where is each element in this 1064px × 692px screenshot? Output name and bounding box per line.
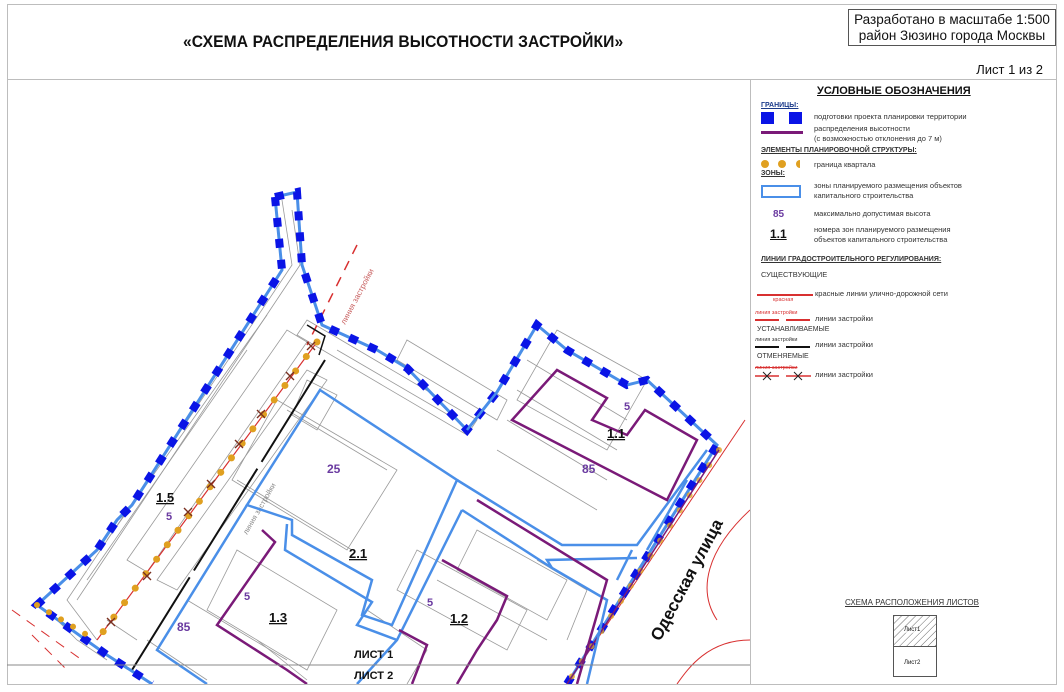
planning-border-square-icon-2 [789, 112, 802, 124]
legend-build-lines: линии застройки [815, 314, 873, 323]
legend-existing: СУЩЕСТВУЮЩИЕ [761, 270, 828, 279]
build-line-icon [755, 319, 779, 321]
sheet-scheme-2-label: Лист2 [904, 660, 921, 666]
legend-red-lines: красные линии улично-дорожной сети [815, 289, 948, 298]
title-block [7, 4, 1057, 80]
legend-lines-heading: ЛИНИИ ГРАДОСТРОИТЕЛЬНОГО РЕГУЛИРОВАНИЯ: [761, 256, 942, 263]
zone-box-icon [761, 185, 801, 198]
legend-panel [750, 80, 1056, 684]
sheet-1-label: ЛИСТ 1 [354, 649, 394, 661]
zone-label-2-1: 2.1 [349, 546, 368, 561]
street-name: Одесская улица [646, 515, 727, 644]
legend-height-border-2: (с возможностью отклонения до 7 м) [814, 134, 942, 143]
zone-height-1-3-b: 85 [177, 620, 191, 634]
zone-label-1-1: 1.1 [607, 426, 626, 441]
quarter-dot-icon [761, 160, 769, 168]
build-line-label: линия застройки [338, 267, 376, 326]
planning-border-line-left [37, 197, 282, 684]
sheet-scheme-title: СХЕМА РАСПОЛОЖЕНИЯ ЛИСТОВ [845, 598, 979, 607]
legend-zone-num-1: номера зон планируемого размещения [814, 225, 951, 234]
zone-height-1-1: 85 [582, 462, 596, 476]
zone-label-1-2: 1.2 [450, 611, 469, 626]
legend-title: УСЛОВНЫЕ ОБОЗНАЧЕНИЯ [817, 85, 971, 97]
planning-border-square-icon [761, 112, 774, 124]
quarter-dot-icon-2 [778, 160, 786, 168]
legend-established-caption: линия застройки [755, 337, 798, 343]
page-title: «СХЕМА РАСПРЕДЕЛЕНИЯ ВЫСОТНОСТИ ЗАСТРОЙКИ» [183, 32, 624, 51]
legend-height-sample: 85 [773, 209, 785, 220]
legend-height-border-1: распределения высотности [814, 124, 910, 133]
legend-red-caption: красная [773, 297, 794, 303]
legend-build-caption: линия застройки [755, 310, 798, 316]
legend-max-height: максимально допустимая высота [814, 209, 931, 218]
map-canvas [7, 80, 750, 684]
zone-height-1-5: 5 [166, 511, 173, 523]
legend-borders-heading: ГРАНИЦЫ: [761, 102, 799, 109]
cancelled-line-icon [755, 370, 813, 382]
sheet-scheme-1-label: Лист1 [904, 627, 921, 633]
planning-border-dashes [275, 192, 717, 684]
zone-height-2-1: 25 [327, 462, 341, 476]
legend-established: УСТАНАВЛИВАЕМЫЕ [757, 326, 830, 333]
legend-zone-num-2: объектов капитального строительства [814, 235, 948, 244]
legend-zone-1: зоны планируемого размещения объектов [814, 181, 962, 190]
legend-structure-heading: ЭЛЕМЕНТЫ ПЛАНИРОВОЧНОЙ СТРУКТУРЫ: [761, 147, 917, 154]
height-border-line-icon [761, 131, 803, 134]
quarter-dot-icon-3 [796, 160, 800, 168]
red-line-curve-2 [677, 640, 750, 684]
red-line-icon [757, 294, 813, 296]
legend-quarter-border: граница квартала [814, 160, 876, 169]
red-line-dashed-left [12, 610, 82, 670]
zone-height-1-3: 5 [244, 591, 251, 603]
site-plan [7, 80, 750, 684]
sheet-number: Лист 1 из 2 [976, 62, 1043, 77]
planning-border-dashes-left [37, 197, 282, 684]
established-line-icon [755, 346, 779, 348]
sheet-scheme-divider [894, 646, 936, 647]
scale-text: Разработано в масштабе 1:500 [854, 12, 1050, 27]
legend-planning-border: подготовки проекта планировки территории [814, 112, 967, 121]
legend-zone-num-sample: 1.1 [770, 227, 787, 241]
legend-established-lines: линии застройки [815, 340, 873, 349]
established-build-line [132, 360, 325, 670]
build-line-icon-2 [786, 319, 810, 321]
scale-box [848, 9, 1056, 46]
legend-cancelled: ОТМЕНЯЕМЫЕ [757, 353, 809, 360]
established-line-icon-2 [786, 346, 810, 348]
zone-1-3-height-border [217, 530, 307, 684]
zone-1-1-height-border [512, 370, 697, 500]
district-text: район Зюзино города Москвы [858, 28, 1046, 43]
legend-cancelled-lines: линии застройки [815, 370, 873, 379]
zone-height-1-1-b: 5 [624, 401, 631, 413]
zone-label-1-5: 1.5 [156, 490, 175, 505]
legend-zones-heading: ЗОНЫ: [761, 170, 785, 177]
legend-zone-2: капитального строительства [814, 191, 914, 200]
sheet-scheme [893, 615, 937, 677]
legend-cancelled-caption: линия застройки [755, 365, 798, 371]
build-line-label-2: линия застройки [240, 481, 278, 536]
zone-height-1-2: 5 [427, 597, 434, 609]
planning-border-line [275, 192, 717, 684]
zone-label-1-3: 1.3 [269, 610, 288, 625]
sheet-2-label: ЛИСТ 2 [354, 670, 394, 682]
